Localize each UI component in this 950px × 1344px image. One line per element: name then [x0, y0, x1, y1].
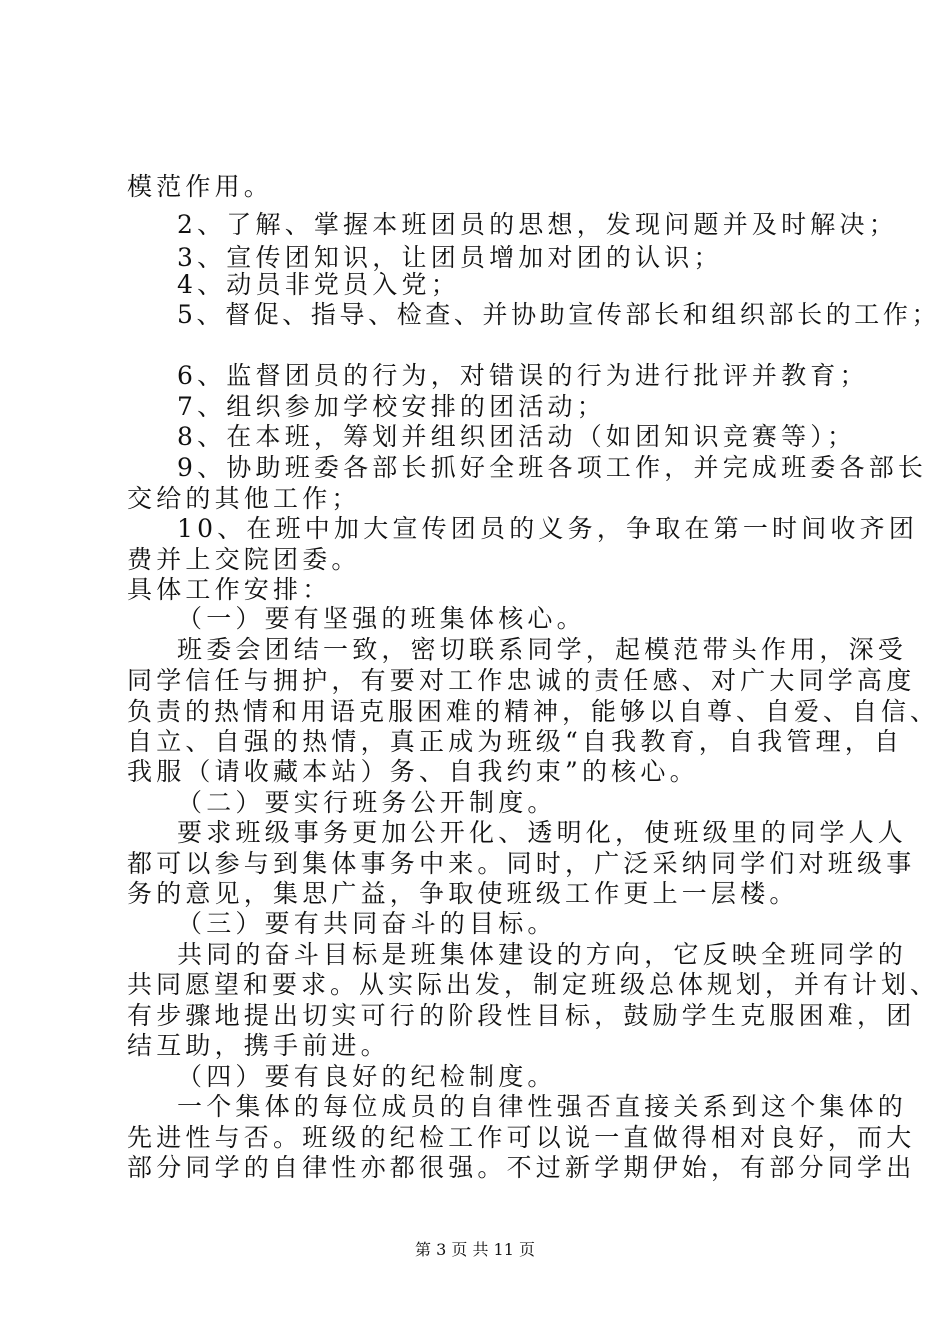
- list-item: 4、动员非党员入党；: [177, 270, 460, 299]
- list-item: 3、宣传团知识，让团员增加对团的认识；: [177, 243, 723, 272]
- page-number: 第 3 页 共 11 页: [415, 1240, 535, 1259]
- paragraph-line: 我服（请收藏本站）务、自我约束”的核心。: [127, 757, 699, 786]
- paragraph-line: 共同愿望和要求。从实际出发，制定班级总体规划，并有计划、: [127, 970, 940, 999]
- paragraph-line: 同学信任与拥护，有要对工作忠诚的责任感、对广大同学高度: [127, 666, 916, 695]
- list-item: 7、组织参加学校安排的团活动；: [177, 392, 606, 421]
- list-item: 6、监督团员的行为，对错误的行为进行批评并教育；: [177, 361, 869, 390]
- section-heading: 具体工作安排：: [127, 575, 332, 604]
- list-item: 5、督促、指导、检查、并协助宣传部长和组织部长的工作；: [177, 300, 941, 329]
- section-heading: （二）要实行班务公开制度。: [177, 788, 557, 817]
- paragraph-line: 班委会团结一致，密切联系同学，起模范带头作用，深受: [177, 635, 908, 664]
- paragraph-line: 自立、自强的热情，真正成为班级“自我教育，自我管理，自: [127, 727, 904, 756]
- paragraph-line: 共同的奋斗目标是班集体建设的方向，它反映全班同学的: [177, 940, 908, 969]
- list-item: 8、在本班，筹划并组织团活动（如团知识竞赛等）；: [177, 422, 857, 451]
- list-item: 9、协助班委各部长抓好全班各项工作，并完成班委各部长: [177, 453, 928, 482]
- text-line: 模范作用。: [127, 172, 274, 201]
- paragraph-line: 一个集体的每位成员的自律性强否直接关系到这个集体的: [177, 1092, 908, 1121]
- paragraph-line: 有步骤地提出切实可行的阶段性目标，鼓励学生克服困难，团: [127, 1001, 916, 1030]
- paragraph-line: 负责的热情和用语克服困难的精神，能够以自尊、自爱、自信、: [127, 697, 940, 726]
- paragraph-line: 都可以参与到集体事务中来。同时，广泛采纳同学们对班级事: [127, 849, 916, 878]
- section-heading: （三）要有共同奋斗的目标。: [177, 909, 557, 938]
- text-line: 费并上交院团委。: [127, 545, 361, 574]
- paragraph-line: 要求班级事务更加公开化、透明化，使班级里的同学人人: [177, 818, 908, 847]
- paragraph-line: 部分同学的自律性亦都很强。不过新学期伊始，有部分同学出: [127, 1153, 916, 1182]
- list-item: 2、了解、掌握本班团员的思想，发现问题并及时解决；: [177, 210, 898, 239]
- paragraph-line: 务的意见，集思广益，争取使班级工作更上一层楼。: [127, 879, 799, 908]
- paragraph-line: 结互助，携手前进。: [127, 1031, 390, 1060]
- text-line: 交给的其他工作；: [127, 484, 361, 513]
- list-item: 10、在班中加大宣传团员的义务，争取在第一时间收齐团: [177, 514, 919, 543]
- paragraph-line: 先进性与否。班级的纪检工作可以说一直做得相对良好，而大: [127, 1123, 916, 1152]
- section-heading: （四）要有良好的纪检制度。: [177, 1062, 557, 1091]
- section-heading: （一）要有坚强的班集体核心。: [177, 604, 586, 633]
